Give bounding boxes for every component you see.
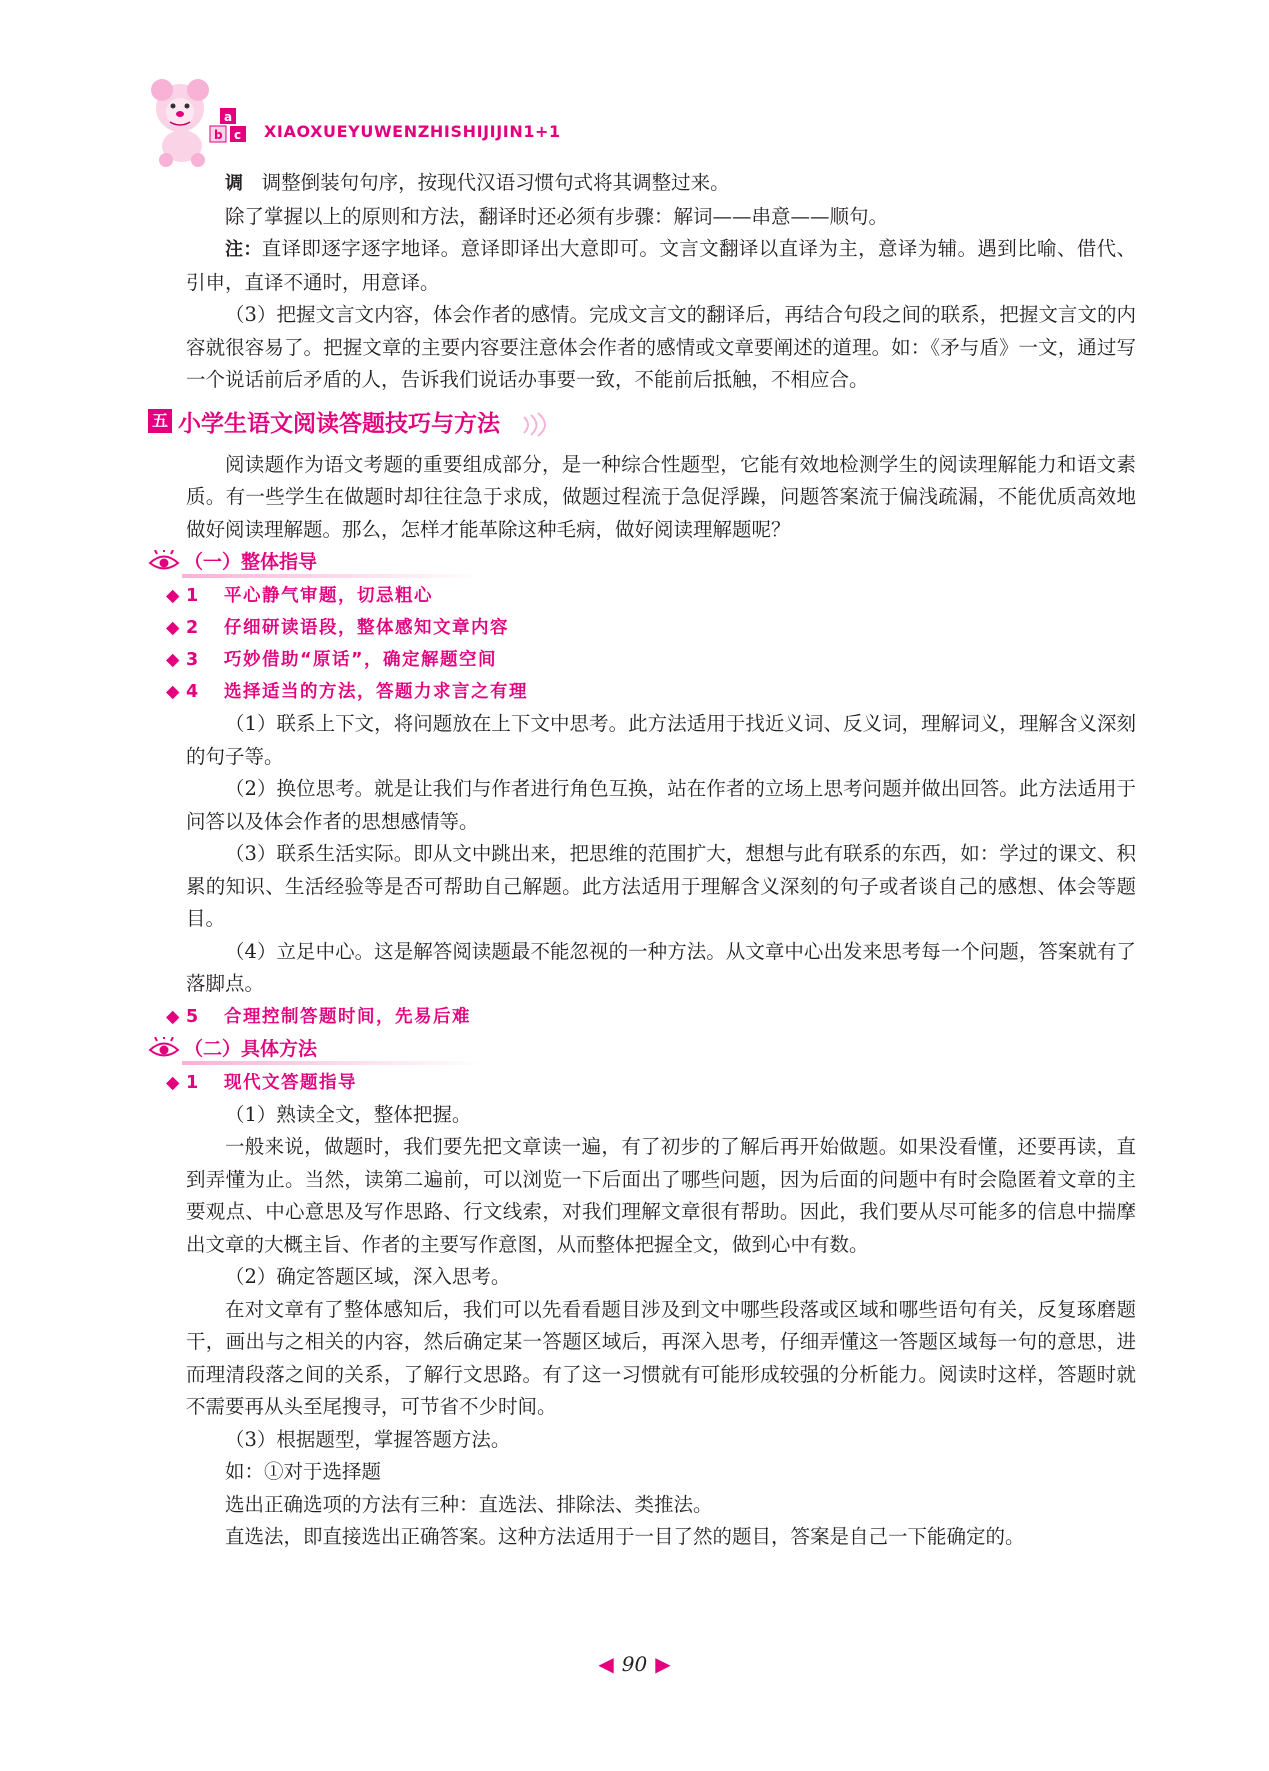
diamond-bullet-icon: ◆	[166, 650, 181, 670]
method-4: （4）立足中心。这是解答阅读题最不能忽视的一种方法。从文章中心出发来思考每一个问题，答案就有了落脚点。	[186, 939, 1136, 995]
diamond-bullet-icon: ◆	[166, 618, 181, 638]
paragraph: 在对文章有了整体感知后，我们可以先看看题目涉及到文中哪些段落或区域和哪些语句有关，反复琢磨题干，画出与之相关的内容，然后确定某一答题区域后，再深入思考，仔细弄懂这一答题区域每一句的意思，进而理清段落之间的关系，了解行文思路。有了这一习惯就有可能形成较强的分析能力。阅读时这样，答题时就不需要再从头至尾搜寻，可节省不少时间。	[186, 1297, 1136, 1418]
part-1-heading	[148, 546, 1136, 580]
paragraph: （1）熟读全文，整体把握。	[225, 1102, 472, 1126]
tiao-text: 调整倒装句句序，按现代汉语习惯句式将其调整过来。	[261, 171, 730, 194]
series-title: XIAOXUEYUWENZHISHIJIJIN1+1	[264, 122, 561, 141]
section-5-heading	[148, 399, 1136, 445]
heading-underline	[182, 574, 482, 578]
point-3: ◆ 3 巧妙借助“原话”，确定解题空间	[166, 644, 1136, 676]
page-number-text: 90	[621, 1652, 648, 1676]
part-1-title: （一）整体指导	[184, 551, 318, 573]
svg-text:b: b	[214, 128, 223, 142]
section-title: 小学生语文阅读答题技巧与方法	[178, 410, 500, 437]
diamond-bullet-icon: ◆	[166, 682, 181, 702]
section-5-intro: 阅读题作为语文考题的重要组成部分，是一种综合性题型，它能有效地检测学生的阅读理解能力和语文素质。有一些学生在做题时却往往急于求成，做题过程流于急促浮躁，问题答案流于偏浅疏漏，不能优质高效地做好阅读理解题。那么，怎样才能革除这种毛病，做好阅读理解题呢？	[186, 452, 1136, 541]
signal-waves-icon	[520, 411, 550, 437]
method-3: （3）联系生活实际。即从文中跳出来，把思维的范围扩大，想想与此有联系的东西，如：学过的课文、积累的知识、生活经验等是否可帮助自己解题。此方法适用于理解含义深刻的句子或者谈自己的感想、体会等题目。	[186, 842, 1136, 930]
point-5: ◆ 5 合理控制答题时间，先易后难	[166, 1001, 1136, 1033]
paragraph: 如：①对于选择题	[225, 1460, 382, 1483]
paragraph-note	[186, 233, 1136, 299]
point-4: ◆ 4 选择适当的方法，答题力求言之有理	[166, 676, 1136, 708]
point-2: ◆ 2 仔细研读语段，整体感知文章内容	[166, 612, 1136, 644]
page-content	[151, 167, 1136, 1554]
diamond-bullet-icon: ◆	[166, 1006, 181, 1027]
diamond-bullet-icon: ◆	[166, 586, 181, 606]
page-header	[140, 78, 600, 168]
method-2: （2）换位思考。就是让我们与作者进行角色互换，站在作者的立场上思考问题并做出回答。此方法适用于问答以及体会作者的思想感情等。	[186, 777, 1136, 833]
point-1: ◆ 1 平心静气审题，切忌粗心	[166, 580, 1136, 612]
note-label: 注：	[225, 239, 262, 260]
section-badge: 五	[148, 409, 172, 433]
paragraph: （3）根据题型，掌握答题方法。	[225, 1427, 511, 1451]
svg-text:a: a	[224, 110, 233, 124]
right-arrow-icon: ▶	[655, 1652, 671, 1676]
paragraph-tiao	[186, 167, 1136, 201]
part-2-title: （二）具体方法	[184, 1037, 318, 1060]
page-number	[0, 1652, 1269, 1676]
part-2-heading	[148, 1033, 1136, 1067]
method-1: （1）联系上下文，将问题放在上下文中思考。此方法适用于找近义词、反义词，理解词义，理解含义深刻的句子等。	[186, 712, 1136, 768]
note-text: 直译即逐字逐字地译。意译即译出大意即可。文言文翻译以直译为主，意译为辅。遇到比喻、借代、引申，直译不通时，用意译。	[186, 237, 1136, 294]
paragraph-steps: 除了掌握以上的原则和方法，翻译时还必须有步骤：解词——串意——顺句。	[225, 204, 889, 228]
eye-icon	[148, 1037, 180, 1059]
paragraph: 直选法，即直接选出正确答案。这种方法适用于一目了然的题目，答案是自己一下能确定的。	[225, 1525, 1025, 1548]
paragraph-3: （3）把握文言文内容，体会作者的感情。完成文言文的翻译后，再结合句段之间的联系，把握文言文的内容就很容易了。把握文章的主要内容要注意体会作者的感情或文章要阐述的道理。如：《矛与盾》一文，通过写一个说话前后矛盾的人，告诉我们说话办事要一致，不能前后抵触，不相应合。	[186, 303, 1136, 391]
abc-blocks-icon	[206, 106, 262, 146]
tiao-label: 调	[225, 173, 243, 194]
left-arrow-icon: ◀	[598, 1652, 614, 1676]
paragraph: （2）确定答题区域，深入思考。	[225, 1265, 511, 1288]
paragraph: 选出正确选项的方法有三种：直选法、排除法、类推法。	[225, 1492, 713, 1516]
eye-icon	[148, 550, 180, 572]
heading-underline	[182, 1061, 482, 1065]
part-2-point-1: ◆ 1 现代文答题指导	[166, 1067, 1136, 1099]
diamond-bullet-icon: ◆	[166, 1072, 181, 1093]
paragraph: 一般来说，做题时，我们要先把文章读一遍，有了初步的了解后再开始做题。如果没看懂，还要再读，直到弄懂为止。当然，读第二遍前，可以浏览一下后面出了哪些问题，因为后面的问题中有时会隐匿着文章的主要观点、中心意思及写作思路、行文线索，对我们理解文章很有帮助。因此，我们要从尽可能多的信息中揣摩出文章的大概主旨、作者的主要写作意图，从而整体把握全文，做到心中有数。	[186, 1135, 1136, 1256]
svg-text:c: c	[234, 128, 242, 142]
